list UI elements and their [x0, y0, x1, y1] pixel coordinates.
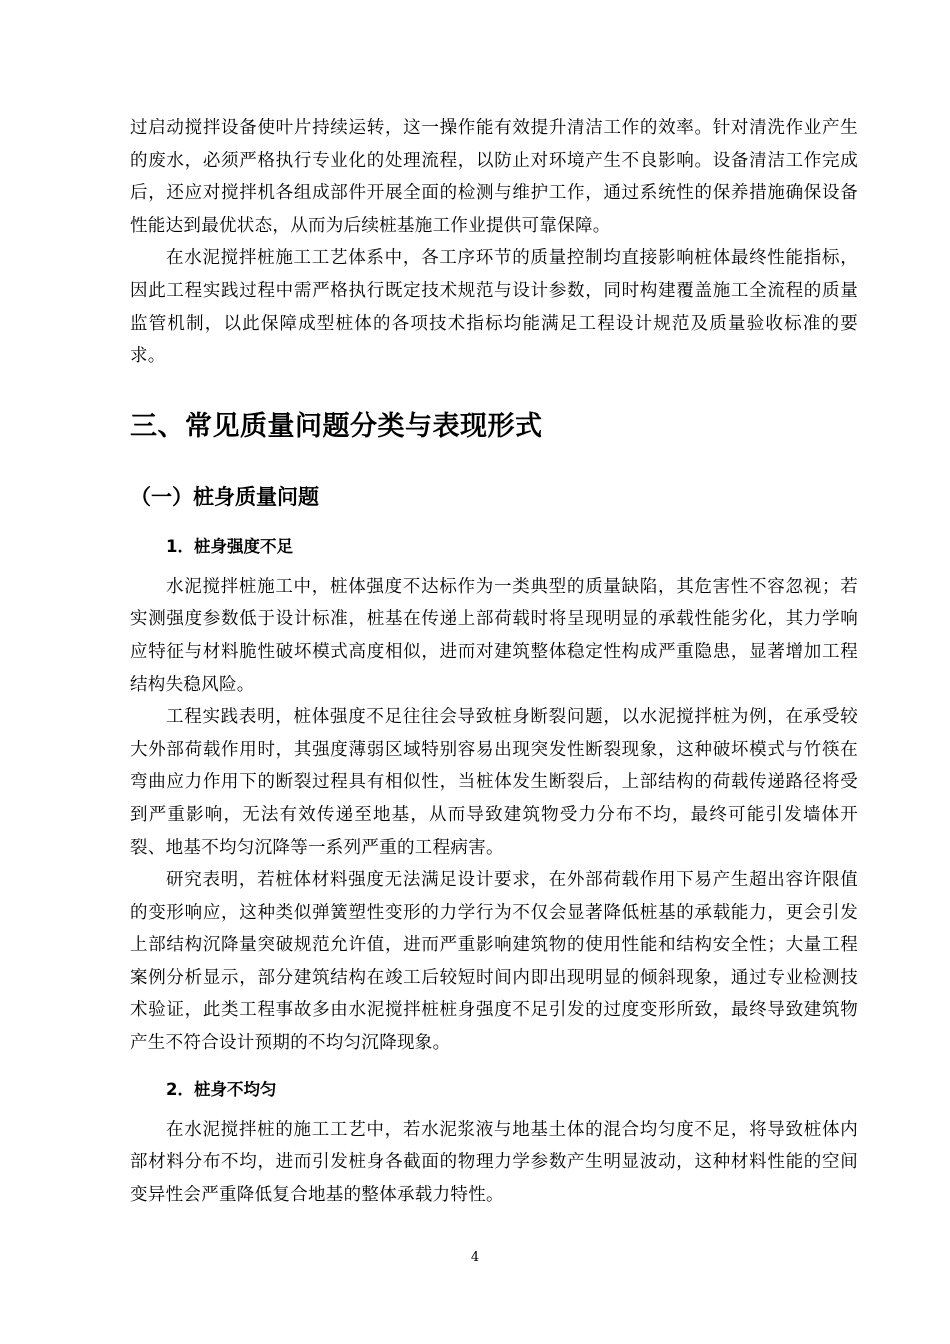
- spacer: [130, 373, 858, 407]
- paragraph-equipment-cleaning: 过启动搅拌设备使叶片持续运转，这一操作能有效提升清洁工作的效率。针对清洗作业产生的废水，必须严格执行专业化的处理流程，以防止对环境产生不良影响。设备清洁工作完成后，还应对搅拌机各组成部件开展全面的检测与维护工作，通过系统性的保养措施确保设备性能达到最优状态，从而为后续桩基施工作业提供可靠保障。: [130, 118, 858, 236]
- spacer: [130, 513, 858, 533]
- subsection-heading: （一）桩身质量问题: [130, 484, 319, 509]
- spacer: [130, 447, 858, 481]
- spacer: [130, 1104, 858, 1114]
- paragraph-deformation: 研究表明，若桩体材料强度无法满足设计要求，在外部荷载作用下易产生超出容许限值的变形响应，这种类似弹簧塑性变形的力学行为不仅会显著降低桩基的承载能力，更会引发上部结构沉降量突破规范允许值，进而严重影响建筑物的使用性能和结构安全性；大量工程案例分析显示，部分建筑结构在竣工后较短时间内即出现明显的倾斜现象，通过专业检测技术验证，此类工程事故多由水泥搅拌桩桩身强度不足引发的过度变形所致，最终导致建筑物产生不符合设计预期的不均匀沉降现象。: [130, 870, 858, 1054]
- page-body: [130, 112, 858, 1211]
- page-number: 4: [470, 1250, 480, 1265]
- item-heading-uniformity: 2．桩身不均匀: [166, 1079, 277, 1099]
- paragraph-pile-fracture: 工程实践表明，桩体强度不足往往会导致桩身断裂问题，以水泥搅拌桩为例，在承受较大外部荷载作用时，其强度薄弱区域特别容易出现突发性断裂现象，这种破坏模式与竹筷在弯曲应力作用下的断裂过程具有相似性，当桩体发生断裂后，上部结构的荷载传递路径将受到严重影响，无法有效传递至地基，从而导致建筑物受力分布不均，最终可能引发墙体开裂、地基不均匀沉降等一系列严重的工程病害。: [130, 707, 858, 858]
- spacer: [130, 561, 858, 571]
- paragraph-strength-defect: 水泥搅拌桩施工中，桩体强度不达标作为一类典型的质量缺陷，其危害性不容忽视；若实测强度参数低于设计标准，桩基在传递上部荷载时将呈现明显的承载性能劣化，其力学响应特征与材料脆性破坏模式高度相似，进而对建筑整体稳定性构成严重隐患，显著增加工程结构失稳风险。: [130, 576, 858, 695]
- item-heading-strength: 1．桩身强度不足: [166, 536, 293, 556]
- paragraph-quality-control: 在水泥搅拌桩施工工艺体系中，各工序环节的质量控制均直接影响桩体最终性能指标，因此工程实践过程中需严格执行既定技术规范与设计参数，同时构建覆盖施工全流程的质量监管机制，以此保障成型桩体的各项技术指标均能满足工程设计规范及质量验收标准的要求。: [130, 248, 858, 367]
- paragraph-mixing-uniformity: 在水泥搅拌桩的施工工艺中，若水泥浆液与地基土体的混合均匀度不足，将导致桩体内部材料分布不均，进而引发桩身各截面的物理力学参数产生明显波动，这种材料性能的空间变异性会严重降低复合地基的整体承载力特性。: [130, 1119, 858, 1205]
- section-heading: 三、常见质量问题分类与表现形式: [130, 410, 543, 442]
- spacer: [130, 1060, 858, 1076]
